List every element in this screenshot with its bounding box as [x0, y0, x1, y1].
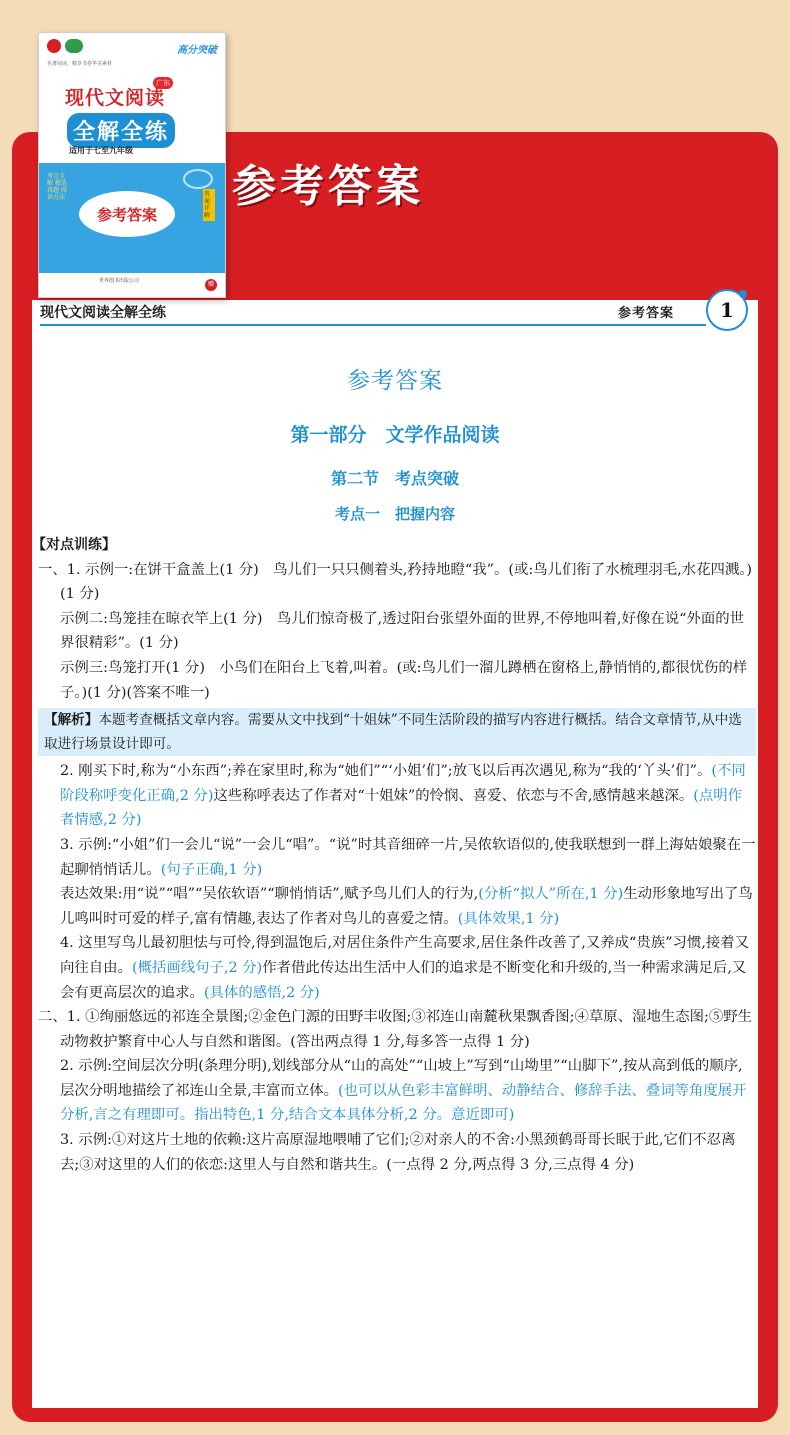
main-heading: 参考答案	[347, 368, 443, 394]
cover-tagline: 名著阅读，精享书卷华美素材	[47, 61, 113, 67]
analysis-note	[38, 708, 756, 756]
part-heading: 第一部分 文学作品阅读	[290, 424, 500, 446]
answer-part2-q2: 2. 示例:空间层次分明(条理分明),划线部分从“山的高处”“山坡上”写到“山坳里”“山脚下”,按从高到低的顺序,层次分明地描绘了祁连山全景,丰富而立体。(也可以从色彩丰富鲜明、动静结合、修辞手法、叠词等角度展开分析,言之有理即可。指出特色,1 分,结合文本具体分析,2 分。意近即可)	[60, 1058, 747, 1124]
publisher-logos	[47, 39, 83, 53]
answer-q3: 3. 示例:“小姐”们一会儿“说”一会儿“唱”。“说”时其音细碎一片,吴侬软语似的,使我联想到一群上海姑娘聚在一起聊悄悄话儿。(句子正确,1 分)	[60, 836, 756, 878]
cover-publisher: 世界图书出版公司	[99, 278, 140, 284]
book-cover-image	[38, 32, 226, 298]
cover-region-badge: 广东	[153, 77, 173, 89]
section-heading: 第二节 考点突破	[330, 469, 459, 488]
point-heading: 考点一 把握内容	[334, 505, 455, 523]
page-number: 1	[706, 289, 748, 331]
banner-title: 参考答案	[232, 161, 424, 212]
answer-q1-example2: 示例二:鸟笼挂在晾衣竿上(1 分) 鸟儿们惊奇极了,透过阳台张望外面的世界,不停地叫着,好像在说“外面的世界很精彩”。(1 分)	[60, 610, 745, 652]
score-note: (具体效果,1 分)	[457, 910, 560, 927]
cover-subtitle: 全解全练	[67, 113, 175, 148]
score-note: (概括画线句子,2 分)	[131, 959, 263, 976]
analysis-label: 【解析】	[44, 712, 99, 729]
answer-part2-q1: 二、1. ①绚丽悠远的祁连全景图;②金色门源的田野丰收图;③祁连山南麓秋果飘香图;④草原、湿地生态图;⑤野生动物救护繁育中心人与自然和谐图。(答出两点得 1 分,每多答一点得 1 分)	[38, 1009, 753, 1050]
answer-q3-effect: 表达效果:用“说”“唱”“吴依软语”“聊悄悄话”,赋予鸟儿们人的行为,(分析“拟人”所在,1 分)生动形象地写出了鸟儿鸣叫时可爱的样子,富有情趣,表达了作者对鸟儿的喜爱之情。(具体效果,1 分)	[60, 886, 753, 927]
cover-answer-oval: 参考答案	[79, 191, 175, 237]
answer-part2-q3: 3. 示例:①对这片土地的依赖:这片高原湿地喂哺了它们;②对亲人的不舍:小黑颈鹤哥哥长眠于此,它们不忍离去;③对这里的人们的依恋:这里人与自然和谐共生。(一点得 2 分,两点得 3 分,三点得 4 分)	[60, 1132, 736, 1173]
answer-q1-example3: 示例三:鸟笼打开(1 分) 小鸟们在阳台上飞着,叫着。(或:鸟儿们一溜儿蹲栖在窗格上,静悄悄的,都很忧伤的样子。)(1 分)(答案不唯一)	[60, 659, 748, 701]
answer-q2: 2. 刚买下时,称为“小东西”;养在家里时,称为“她们”“‘小姐’们”;放飞以后再次遇见,称为“我的‘丫头’们”。(不同阶段称呼变化正确,2 分)这些称呼表达了作者对“十姐妹”的怜悯、喜爱、依恋与不舍,感情越来越深。(点明作者情感,2 分)	[60, 763, 746, 829]
cover-title: 现代文阅读	[65, 87, 166, 109]
score-note: (分析“拟人”所在,1 分)	[478, 886, 624, 903]
score-note: (也可以从色彩丰富鲜明、动静结合、修辞手法、叠词等角度展开分析,言之有理即可。指出特色,1 分,结合文本具体分析,2 分。意近即可)	[60, 1082, 747, 1124]
running-head-book: 现代文阅读全解全练	[40, 305, 166, 321]
cover-side-text: 考点全解 精选真题 阅读方法	[47, 173, 67, 201]
cover-blue-area	[39, 163, 225, 273]
gift-badge: 赠	[205, 279, 217, 291]
answer-q4: 4. 这里写鸟儿最初胆怯与可怜,得到温饱后,对居住条件产生高要求,居住条件改善了,又养成“贵族”习惯,接着又向往自由。(概括画线句子,2 分)作者借此传达出生活中人们的追求是不断变化和升级的,当一种需求满足后,又会有更高层次的追求。(具体的感悟,2 分)	[60, 935, 750, 1001]
publisher-logo-icon	[47, 39, 61, 53]
running-head-section: 参考答案	[618, 306, 675, 321]
banner-notch	[378, 226, 410, 242]
cover-badge: 答案详解	[203, 189, 215, 221]
header-rule	[40, 324, 706, 326]
cloud-swirl-icon	[183, 169, 213, 189]
answer-content	[32, 533, 756, 1177]
brand-logo-icon	[65, 39, 83, 53]
score-note: (句子正确,1 分)	[160, 861, 263, 878]
score-note: (点明作者情感,2 分)	[60, 787, 743, 829]
cover-grade: 适用于七至九年级	[69, 146, 133, 155]
page-number-dot	[739, 290, 747, 298]
score-note: (具体的感悟,2 分)	[203, 984, 320, 1001]
drill-tag: 【对点训练】	[32, 537, 116, 553]
cover-series: 高分突破	[177, 45, 217, 56]
analysis-text: 本题考查概括文章内容。需要从文中找到“十姐妹”不同生活阶段的描写内容进行概括。结合文章情节,从中选取进行场景设计即可。	[44, 712, 742, 753]
score-note: (不同阶段称呼变化正确,2 分)	[60, 763, 746, 804]
answer-q1-example1: 一、1. 示例一:在饼干盒盖上(1 分) 鸟儿们一只只侧着头,矜持地瞪“我”。(或:鸟儿们衔了水梳理羽毛,水花四溅。)(1 分)	[38, 561, 753, 603]
